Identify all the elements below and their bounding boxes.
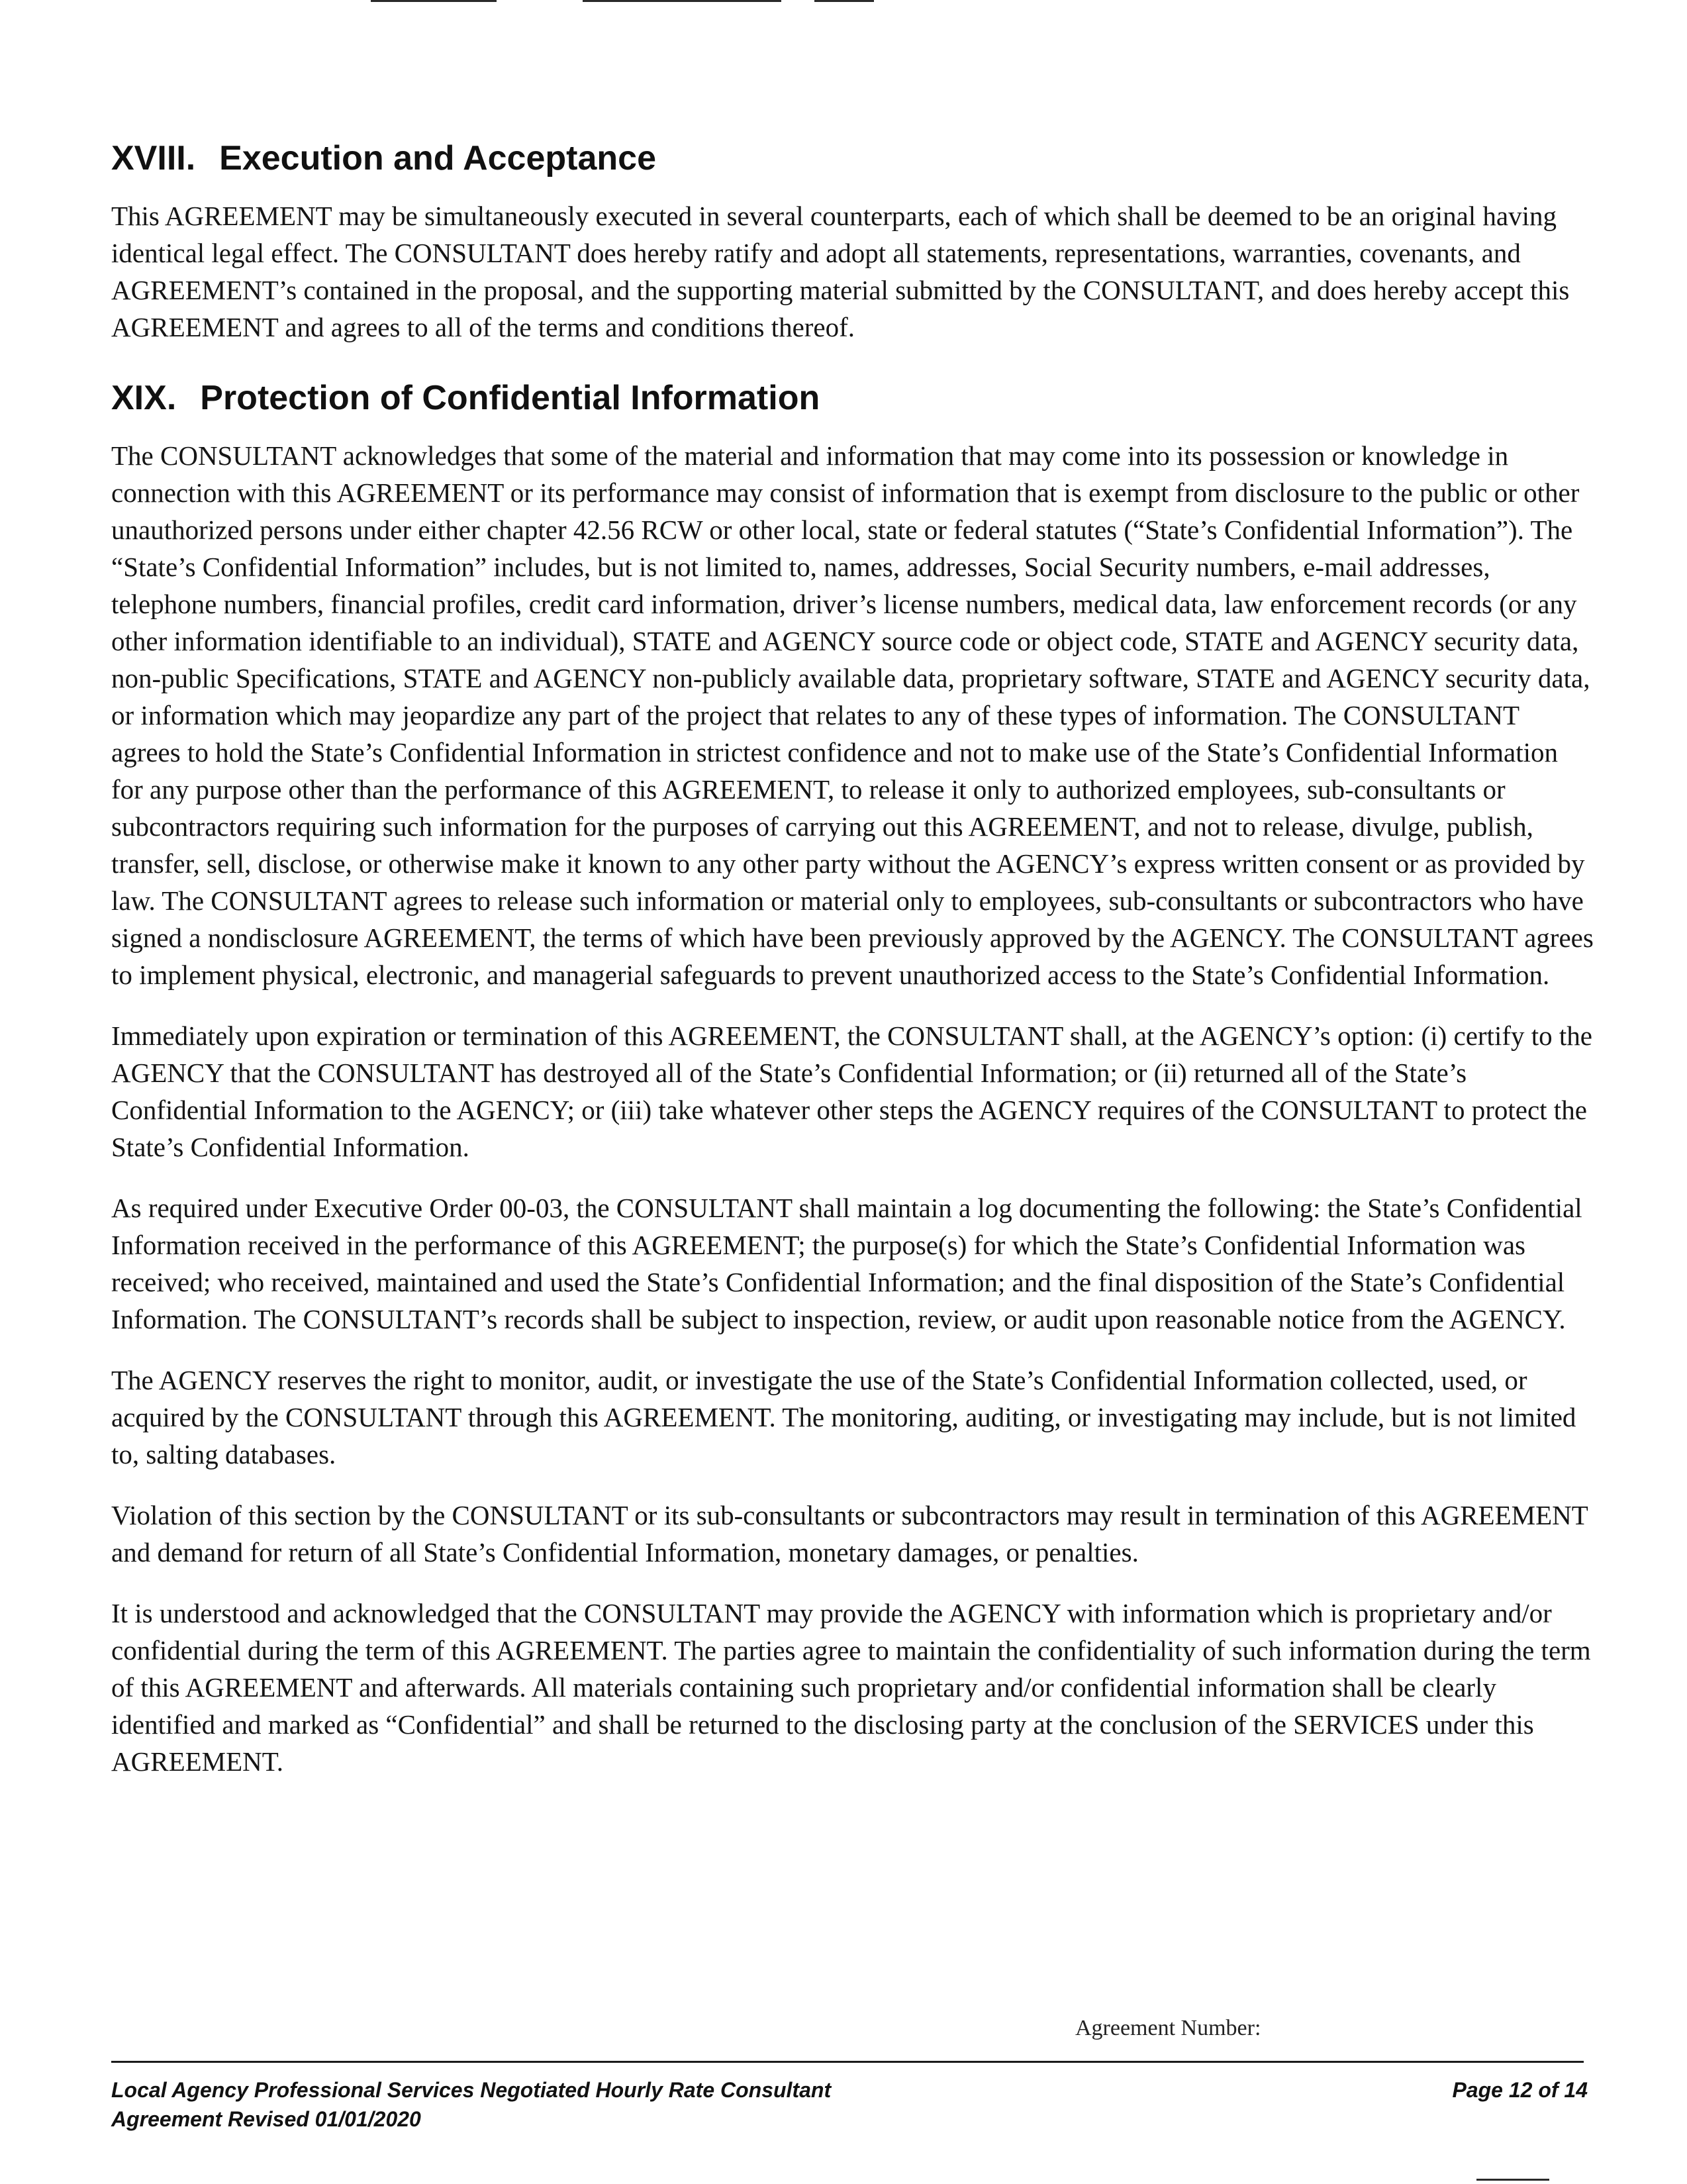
section-xix: [111, 379, 1594, 1780]
section-number: XVIII.: [111, 139, 196, 177]
agreement-number-label: Agreement Number:: [1075, 2016, 1261, 2040]
paragraph: The AGENCY reserves the right to monitor, audit, or investigate the use of the State’s Confidential Information collected, used, or acquired by the CONSULTANT through this AGREEMENT. The monitoring, auditing, or investigating may include, but is not limited to, salting databases.: [111, 1364, 1576, 1469]
scan-artifact-top-3: [814, 0, 874, 2]
section-heading: [111, 379, 1594, 419]
paragraph: Violation of this section by the CONSULTANT or its sub-consultants or subcontractors may result in termination of this AGREEMENT and demand for return of all State’s Confidential Information, monetary damages, or penalties.: [111, 1499, 1588, 1567]
section-number: XIX.: [111, 378, 177, 417]
paragraph: As required under Executive Order 00-03, the CONSULTANT shall maintain a log documenting the following: the State’s Confidential Information received in the performance of this AGREEMENT; the purpose(s) for which the State’s Confidential Information was received; who received, maintained and used the State’s Confidential Information; and the final disposition of the State’s Confidential Information. The CONSULTANT’s records shall be subject to inspection, review, or audit upon reasonable notice from the AGENCY.: [111, 1192, 1582, 1334]
footer-title-line-2: Agreement Revised 01/01/2020: [111, 2107, 421, 2131]
paragraph: It is understood and acknowledged that the CONSULTANT may provide the AGENCY with information which is proprietary and/or confidential during the term of this AGREEMENT. The parties agree to maintain the confidentiality of such information during the term of this AGREEMENT and afterwards. All materials containing such proprietary and/or confidential information shall be clearly identified and marked as “Confidential” and shall be returned to the disclosing party at the conclusion of the SERVICES under this AGREEMENT.: [111, 1597, 1591, 1777]
scan-artifact-bottom-1: [1476, 2179, 1549, 2181]
section-title: Execution and Acceptance: [219, 139, 656, 177]
scan-artifact-top-1: [371, 0, 497, 2]
document-page: [111, 139, 1594, 1804]
footer-title: [111, 2075, 831, 2134]
scan-artifact-top-2: [583, 0, 781, 2]
paragraph: This AGREEMENT may be simultaneously executed in several counterparts, each of which shall be deemed to be an original having identical legal effect. The CONSULTANT does hereby ratify and adopt all statements, representations, warranties, covenants, and AGREEMENT’s contained in the proposal, and the supporting material submitted by the CONSULTANT, and does hereby accept this AGREEMENT and agrees to all of the terms and conditions thereof.: [111, 200, 1570, 342]
section-xviii: [111, 139, 1594, 346]
section-title: Protection of Confidential Information: [200, 378, 820, 417]
footer-title-line-1: Local Agency Professional Services Negotiated Hourly Rate Consultant: [111, 2078, 832, 2102]
paragraph: Immediately upon expiration or termination of this AGREEMENT, the CONSULTANT shall, at the AGENCY’s option: (i) certify to the AGENCY that the CONSULTANT has destroyed all of the State’s Confidential Information; or (ii) returned all of the State’s Confidential Information to the AGENCY; or (iii) take whatever other steps the AGENCY requires of the CONSULTANT to protect the State’s Confidential Information.: [111, 1020, 1592, 1162]
footer-divider: [111, 2061, 1584, 2063]
paragraph: The CONSULTANT acknowledges that some of the material and information that may come into its possession or knowledge in connection with this AGREEMENT or its performance may consist of information that is exempt from disclosure to the public or other unauthorized persons under either chapter 42.56 RCW or other local, state or federal statutes (“State’s Confidential Information”). The “State’s Confidential Information” includes, but is not limited to, names, addresses, Social Security numbers, e-mail addresses, telephone numbers, financial profiles, credit card information, driver’s license numbers, medical data, law enforcement records (or any other information identifiable to an individual), STATE and AGENCY source code or object code, STATE and AGENCY security data, non-public Specifications, STATE and AGENCY non-publicly available data, proprietary software, STATE and AGENCY security data, or information which may jeopardize any part of the project that relates to any of these types of information. The CONSULTANT agrees to hold the State’s Confidential Information in strictest confidence and not to make use of the State’s Confidential Information for any purpose other than the performance of this AGREEMENT, to release it only to authorized employees, sub-consultants or subcontractors requiring such information for the purposes of carrying out this AGREEMENT, and not to release, divulge, publish, transfer, sell, disclose, or otherwise make it known to any other party without the AGENCY’s express written consent or as provided by law. The CONSULTANT agrees to release such information or material only to employees, sub-consultants or subcontractors who have signed a nondisclosure AGREEMENT, the terms of which have been previously approved by the AGENCY. The CONSULTANT agrees to implement physical, electronic, and managerial safeguards to prevent unauthorized access to the State’s Confidential Information.: [111, 440, 1594, 990]
section-heading: [111, 139, 1594, 179]
page-number: Page 12 of 14: [1452, 2078, 1588, 2102]
